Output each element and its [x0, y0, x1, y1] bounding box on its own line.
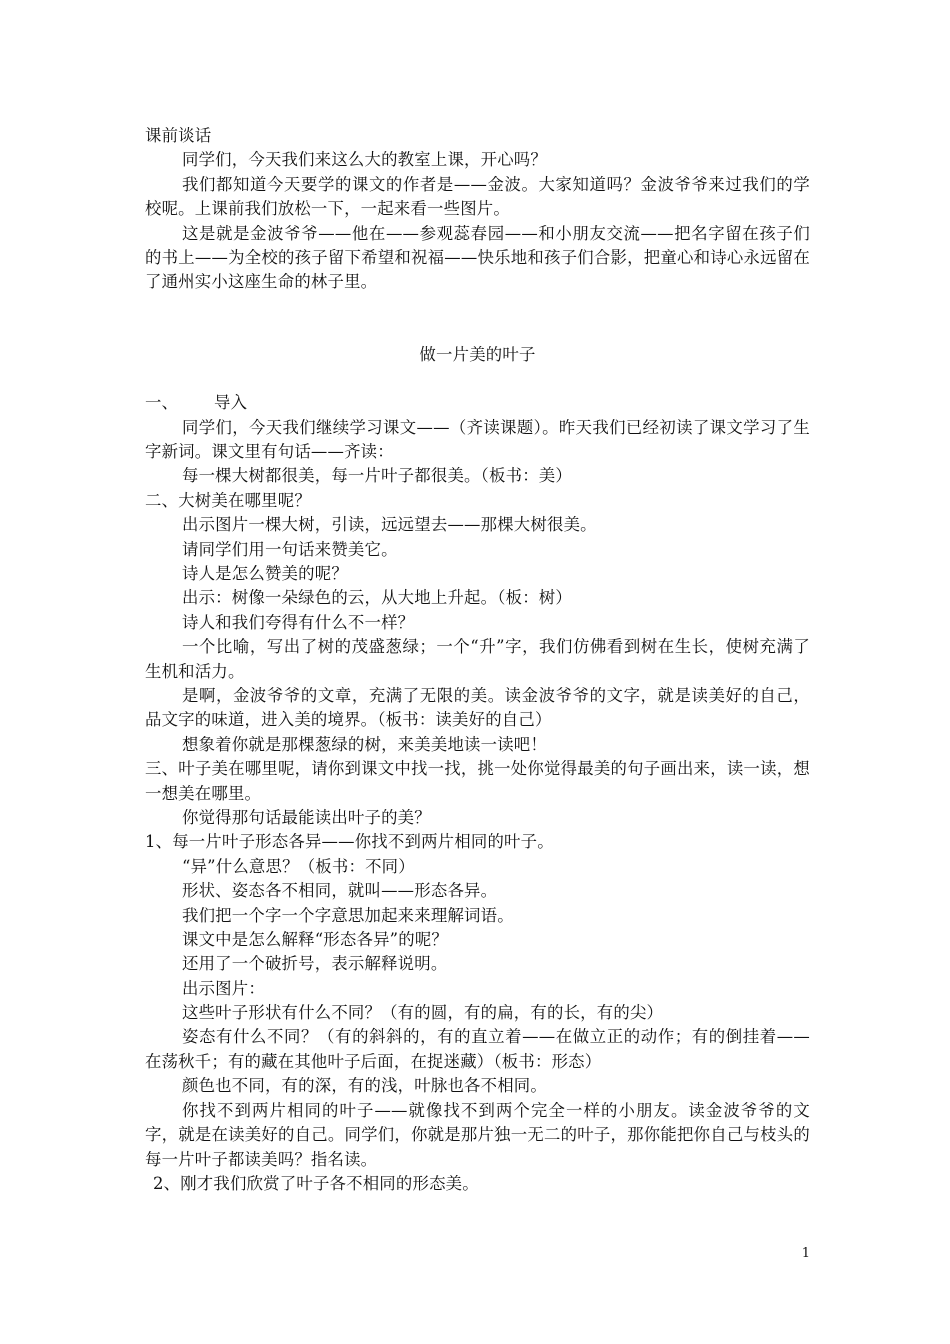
section-heading-2: 二、大树美在哪里呢？: [145, 490, 311, 510]
paragraph: 诗人是怎么赞美的呢？: [182, 563, 348, 583]
paragraph: 出示图片：: [182, 978, 265, 998]
spacer: [145, 295, 810, 343]
paragraph: 这是就是金波爷爷——他在——参观蕊春园——和小朋友交流——把名字留在孩子们的书上——为全校的孩子留下希望和祝福——快乐地和孩子们合影，把童心和诗心永远留在了通州实小这座生命的林子里。: [145, 223, 810, 292]
page-number: 1: [801, 1246, 810, 1261]
item-heading-2: 2、刚才我们欣赏了叶子各不相同的形态美。: [153, 1173, 479, 1193]
section-number: 一、: [145, 393, 179, 413]
paragraph: 课文中是怎么解释“形态各异”的呢？: [182, 929, 449, 949]
paragraph: 每一棵大树都很美，每一片叶子都很美。（板书：美）: [182, 466, 572, 486]
paragraph: 形状、姿态各不相同，就叫——形态各异。: [182, 881, 498, 901]
paragraph: 想象着你就是那棵葱绿的树，来美美地读一读吧！: [182, 734, 547, 754]
paragraph: 诗人和我们夸得有什么不一样？: [182, 612, 415, 632]
paragraph: 出示：树像一朵绿色的云，从大地上升起。（板：树）: [182, 588, 572, 608]
section-heading-3: 三、叶子美在哪里呢，请你到课文中找一找，挑一处你觉得最美的句子画出来，读一读，想一想美在哪里。: [145, 759, 810, 803]
pre-class-heading: 课前谈话: [145, 126, 212, 145]
paragraph: 颜色也不同，有的深，有的浅，叶脉也各不相同。: [182, 1076, 547, 1096]
paragraph: 同学们，今天我们来这么大的教室上课，开心吗？: [182, 150, 547, 170]
paragraph: 还用了一个破折号，表示解释说明。: [182, 954, 448, 974]
item-heading-1: 1、每一片叶子形态各异——你找不到两片相同的叶子。: [145, 832, 554, 852]
paragraph: 是啊，金波爷爷的文章，充满了无限的美。读金波爷爷的文字，就是读美好的自己，品文字的味道，进入美的境界。（板书：读美好的自己）: [145, 685, 810, 730]
paragraph: 同学们，今天我们继续学习课文——（齐读课题）。昨天我们已经初读了课文学习了生字新词。课文里有句话——齐读：: [145, 417, 810, 461]
paragraph: 出示图片一棵大树，引读，远远望去——那棵大树很美。: [182, 515, 597, 535]
section-label: 导入: [214, 393, 248, 413]
section-heading-1: [145, 391, 810, 415]
paragraph: 请同学们用一句话来赞美它。: [182, 539, 398, 559]
paragraph: 这些叶子形状有什么不同？（有的圆，有的扁，有的长，有的尖）: [182, 1003, 664, 1023]
paragraph: 我们都知道今天要学的课文的作者是——金波。大家知道吗？金波爷爷来过我们的学校呢。上课前我们放松一下，一起来看一些图片。: [145, 174, 810, 219]
paragraph: 一个比喻，写出了树的茂盛葱绿；一个“升”字，我们仿佛看到树在生长，使树充满了生机和活力。: [145, 637, 810, 681]
document-body: [145, 124, 810, 1196]
paragraph: “异”什么意思？（板书：不同）: [182, 856, 415, 876]
paragraph: 姿态有什么不同？（有的斜斜的，有的直立着——在做立正的动作；有的倒挂着——在荡秋千；有的藏在其他叶子后面，在捉迷藏）（板书：形态）: [145, 1027, 810, 1071]
paragraph: 我们把一个字一个字意思加起来来理解词语。: [182, 905, 514, 925]
paragraph: 你觉得那句话最能读出叶子的美？: [182, 807, 431, 827]
lesson-title: 做一片美的叶子: [419, 344, 536, 364]
spacer: [145, 367, 810, 391]
paragraph: 你找不到两片相同的叶子——就像找不到两个完全一样的小朋友。读金波爷爷的文字，就是在读美好的自己。同学们，你就是那片独一无二的叶子，那你能把你自己与枝头的每一片叶子都读美吗？指名读。: [145, 1100, 810, 1169]
